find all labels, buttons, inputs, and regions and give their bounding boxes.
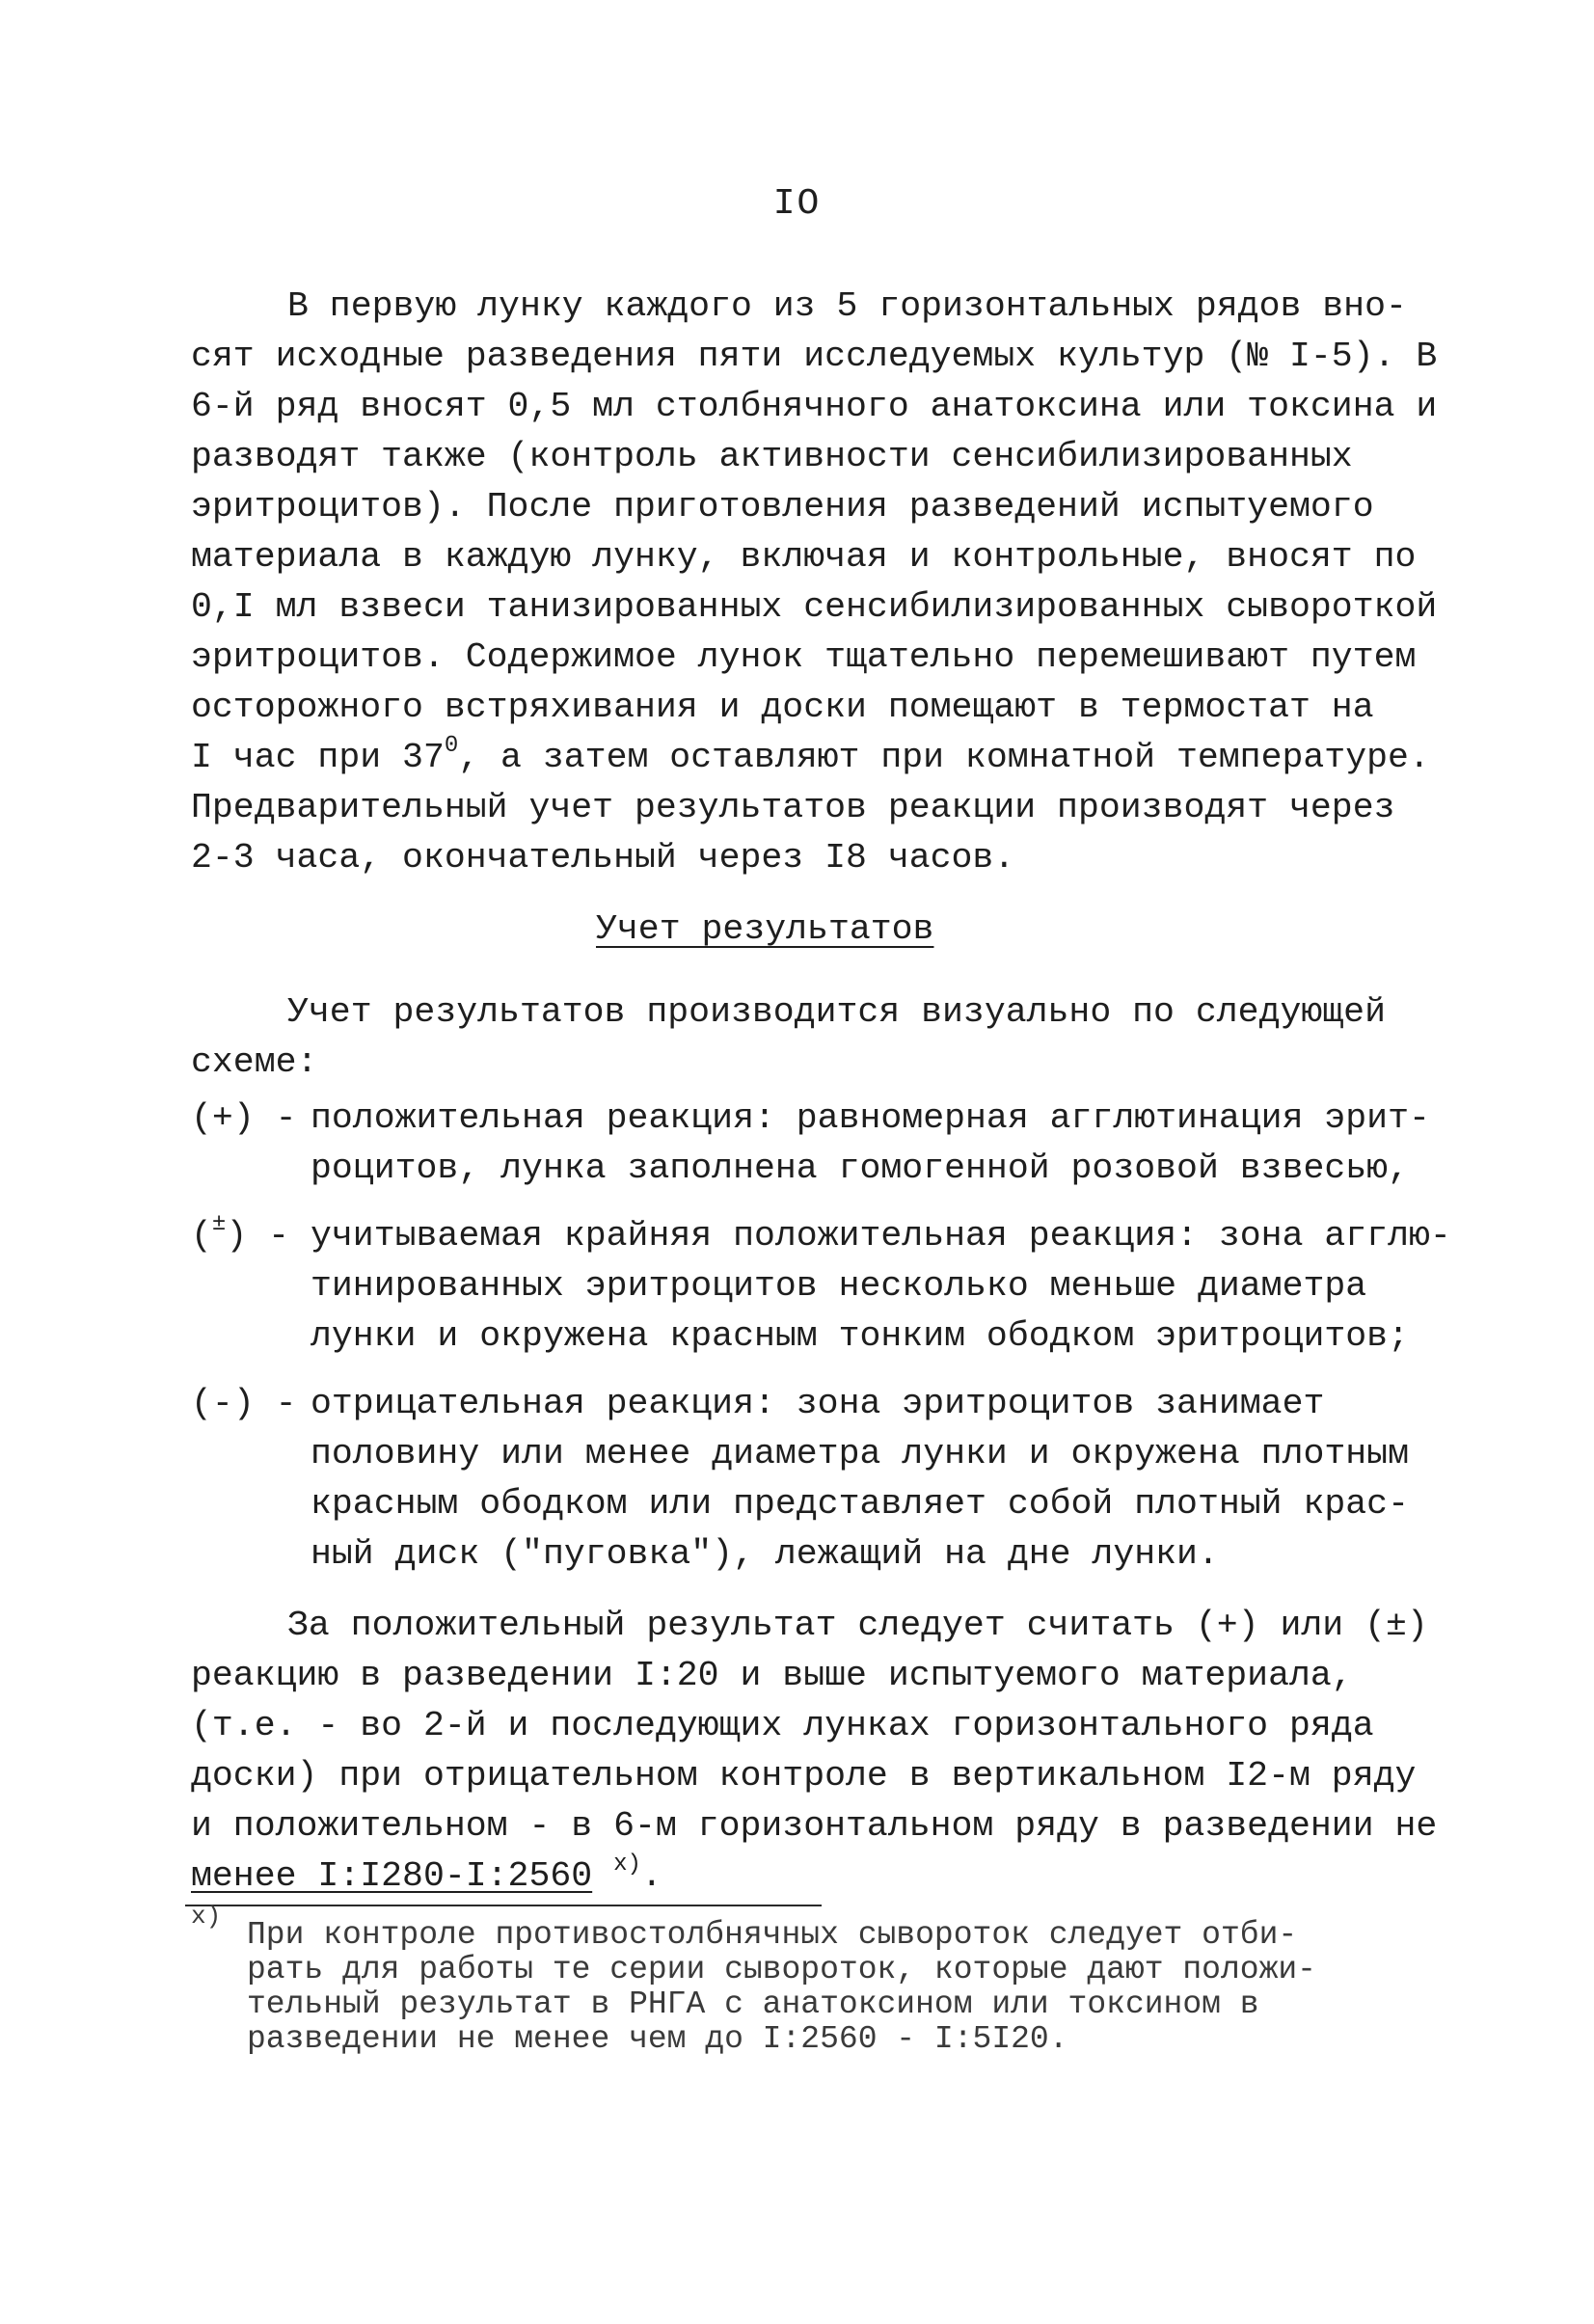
footnote-marker: x) [191, 1902, 222, 1931]
paragraph-line: 0,I мл взвеси танизированных сенсибилизированных сывороткой [191, 587, 1438, 627]
paragraph-line: 2-3 часа, окончательный через I8 часов. [191, 838, 1015, 878]
list-item-line: красным ободком или представляет собой плотный крас- [311, 1484, 1409, 1524]
paragraph-line: и положительном - в 6-м горизонтальном ряду в разведении не [191, 1806, 1438, 1846]
footnote-ref: x) [613, 1851, 641, 1878]
paragraph-line: За положительный результат следует считать (+) или (±) [287, 1606, 1428, 1645]
degree-superscript: 0 [444, 733, 459, 759]
list-item-line: ный диск ("пуговка"), лежащий на дне лунки. [311, 1534, 1219, 1574]
paragraph-line: эритроцитов. Содержимое лунок тщательно перемешивают путем [191, 637, 1417, 677]
paragraph-line: материала в каждую лунку, включая и контрольные, вносят по [191, 537, 1417, 577]
list-item-line: учитываемая крайняя положительная реакция: зона агглю- [311, 1216, 1451, 1256]
paragraph-line: разводят также (контроль активности сенсибилизированных [191, 437, 1353, 476]
footnote-line: разведении не менее чем до I:2560 - I:5I20. [247, 2021, 1068, 2057]
footnote-line: тельный результат в РНГА с анатоксином или токсином в [247, 1986, 1259, 2022]
paragraph-last-line: менее I:I280-I:2560 $^{x)}$. [191, 1851, 662, 1896]
footnote-line: При контроле противостолбнячных сывороток следует отби- [247, 1917, 1298, 1953]
list-item-line: положительная реакция: равномерная агглютинация эрит- [311, 1098, 1430, 1138]
reaction-marker-negative: (-) - [191, 1384, 297, 1423]
temperature-tail: , а затем оставляют при комнатной температуре. [458, 738, 1430, 777]
dilution-range: менее I:I280-I:2560 [191, 1856, 593, 1896]
paragraph-line: В первую лунку каждого из 5 горизонтальных рядов вно- [287, 286, 1407, 326]
paragraph-line: эритроцитов). После приготовления разведений испытуемого [191, 487, 1374, 527]
list-item-line: половину или менее диаметра лунки и окружена плотным [311, 1434, 1409, 1473]
paragraph-line: сят исходные разведения пяти исследуемых культур (№ I-5). В [191, 337, 1438, 376]
list-item-line: роцитов, лунка заполнена гомогенной розовой взвесью, [311, 1148, 1409, 1188]
paragraph-line: доски) при отрицательном контроле в вертикальном I2-м ряду [191, 1756, 1417, 1796]
list-item-line: отрицательная реакция: зона эритроцитов занимает [311, 1384, 1325, 1423]
temperature-text: I час при 37 [191, 738, 445, 777]
paragraph-line: реакцию в разведении I:20 и выше испытуемого материала, [191, 1656, 1353, 1695]
paragraph-line: 6-й ряд вносят 0,5 мл столбнячного анатоксина или токсина и [191, 387, 1438, 426]
reaction-marker-positive: (+) - [191, 1098, 297, 1138]
intro-line: схеме: [191, 1042, 318, 1082]
paragraph-line-with-degree [191, 733, 1430, 777]
paragraph-line: Предварительный учет результатов реакции производят через [191, 788, 1395, 827]
list-item-line: лунки и окружена красным тонким ободком эритроцитов; [311, 1316, 1409, 1356]
page-number: IO [772, 183, 822, 225]
paragraph-line: осторожного встряхивания и доски помещают в термостат на [191, 688, 1374, 727]
footnote-line: рать для работы те серии сывороток, которые дают положи- [247, 1952, 1316, 1987]
intro-line: Учет результатов производится визуально по следующей [287, 992, 1386, 1032]
reaction-marker-doubtful: (±) - [191, 1211, 290, 1256]
paragraph-line: (т.е. - во 2-й и последующих лунках горизонтального ряда [191, 1706, 1374, 1745]
list-item-line: тинированных эритроцитов несколько меньше диаметра [311, 1266, 1367, 1306]
section-heading: Учет результатов [596, 909, 934, 949]
footnote-divider [185, 1905, 822, 1906]
